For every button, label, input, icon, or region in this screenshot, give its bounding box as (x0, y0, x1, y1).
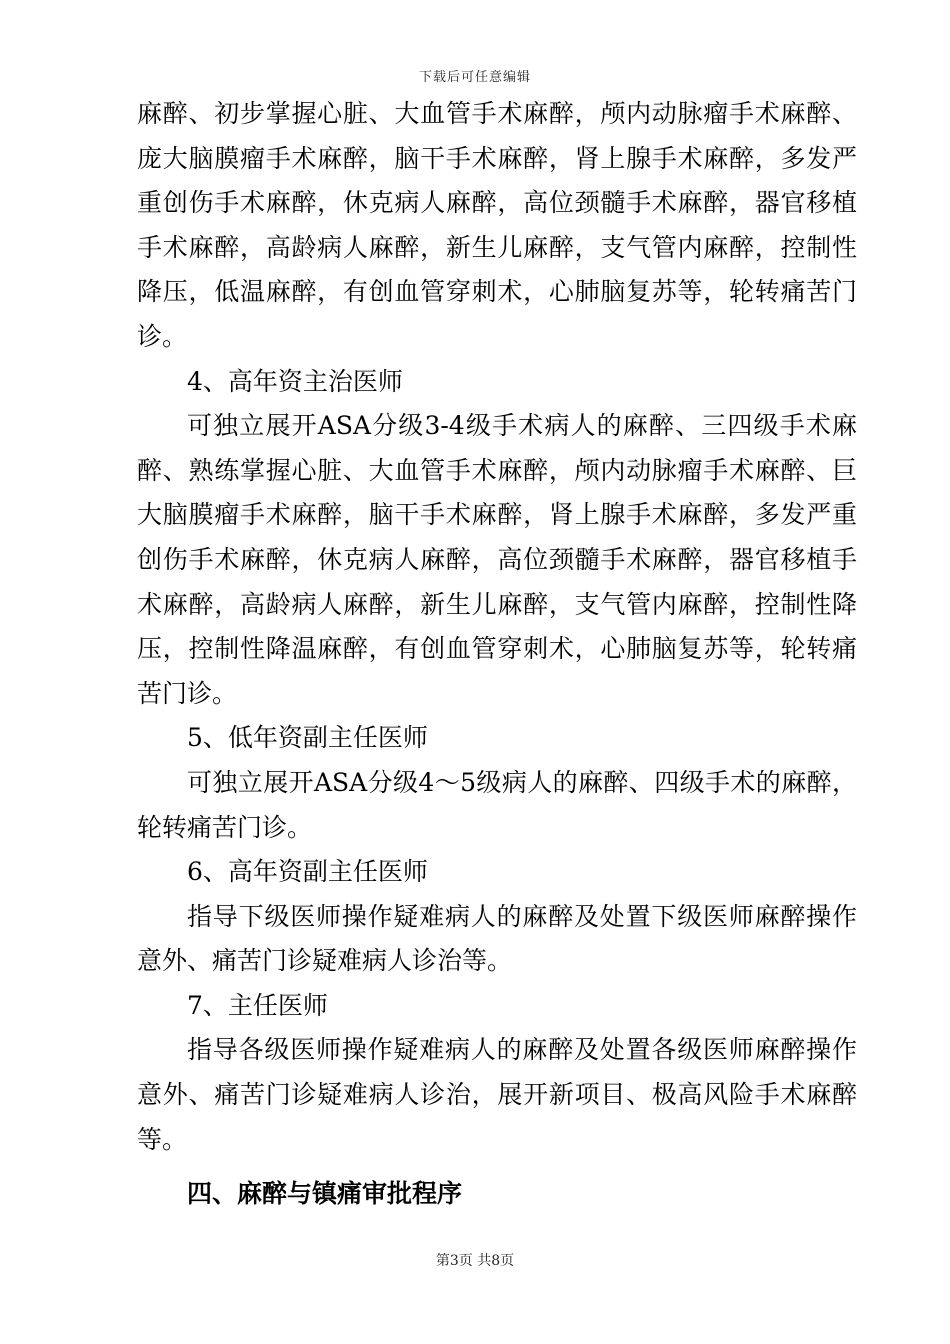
subheading-chief-physician: 7、主任医师 (187, 990, 328, 1020)
page-header: 下载后可任意编辑 (418, 70, 531, 85)
paragraph-continued: 麻醉、初步掌握心脏、大血管手术麻醉，颅内动脉瘤手术麻醉、庞大脑膜瘤手术麻醉，脑干手术麻醉，肾上腺手术麻醉，多发严重创伤手术麻醉，休克病人麻醉，高位颈髓手术麻醉，器官移植手术麻醉，高龄病人麻醉，新生儿麻醉，支气管内麻醉，控制性降压，低温麻醉，有创血管穿刺术，心肺脑复苏等，轮转痛苦门诊。 (137, 99, 857, 351)
section-heading-approval: 四、麻醉与镇痛审批程序 (187, 1179, 463, 1209)
paragraph-senior-associate-chief: 指导下级医师操作疑难病人的麻醉及处置下级医师麻醉操作意外、痛苦门诊疑难病人诊治等。 (137, 901, 857, 976)
paragraph-chief-physician: 指导各级医师操作疑难病人的麻醉及处置各级医师麻醉操作意外、痛苦门诊疑难病人诊治，展开新项目、极高风险手术麻醉等。 (137, 1035, 857, 1154)
paragraph-junior-associate-chief: 可独立展开ASA分级4～5级病人的麻醉、四级手术的麻醉，轮转痛苦门诊。 (137, 767, 857, 842)
subheading-senior-associate-chief: 6、高年资副主任医师 (187, 857, 428, 887)
paragraph-senior-attending: 可独立展开ASA分级3-4级手术病人的麻醉、三四级手术麻醉、熟练掌握心脏、大血管手术麻醉，颅内动脉瘤手术麻醉、巨大脑膜瘤手术麻醉，脑干手术麻醉，肾上腺手术麻醉，多发严重创伤手术麻醉，休克病人麻醉，高位颈髓手术麻醉，器官移植手术麻醉，高龄病人麻醉，新生儿麻醉，支气管内麻醉，控制性降压，控制性降温麻醉，有创血管穿刺术，心肺脑复苏等，轮转痛苦门诊。 (137, 411, 857, 708)
page-footer: 第3页 共8页 (435, 1253, 515, 1269)
page-content (137, 92, 857, 1217)
subheading-junior-associate-chief: 5、低年资副主任医师 (187, 723, 428, 753)
subheading-senior-attending: 4、高年资主治医师 (187, 366, 403, 396)
